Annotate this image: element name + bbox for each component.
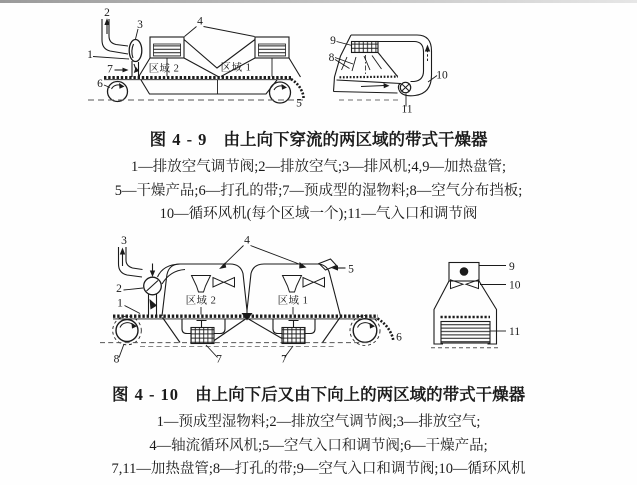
fig49-left-roller [108,82,128,102]
fig410-heating-coil-right [282,328,305,344]
figure1-number: 图 4 - 9 [149,130,208,149]
fig410-callout-11: 11 [509,326,521,338]
fig410-zone2-label: 区域 2 [185,295,217,307]
figure2-title-text: 由上向下后又由下向上的两区域的带式干燥器 [195,385,526,404]
fig49-callout-6: 6 [97,78,103,90]
fig410-callout-9: 9 [509,261,515,273]
fig49-plenum [141,80,277,94]
flow-arrow-icon [384,83,390,88]
feed-arrow-icon [123,68,129,73]
fig410-left-roller [113,316,142,345]
fig49-callout-10: 10 [436,69,448,82]
fig49-heating-coil-9 [352,42,379,53]
fig49-callout-11: 11 [401,103,413,116]
fig410-callout-1: 1 [117,297,123,310]
fig410-callout-3: 3 [121,235,127,247]
fig410-underbelt-ducts [163,318,341,343]
fig49-callout-1: 1 [87,49,93,61]
figure1-title-text: 由上向下穿流的两区域的带式干燥器 [223,130,488,149]
fig49-callout-4: 4 [197,15,203,28]
fig410-heating-coil-left [191,328,214,344]
fig49-left-wall [334,35,352,92]
fig49-callout-2: 2 [104,7,110,19]
fig410-right-roller [350,316,380,346]
rotation-arrow-icon [282,84,288,90]
figure1-legend-line-2: 5—干燥产品;6—打孔的带;7—预成型的湿物料;8—空气分布挡板; [114,182,523,199]
fig410-callout-8: 8 [113,353,120,366]
leader-arrow-icon [299,262,306,269]
figure2-caption-title [0,384,637,405]
fig410-callout-6: 6 [396,331,402,344]
fig49-callout-3: 3 [137,19,143,31]
fig49-heating-coil-left [150,37,184,58]
fig410-zone1-label: 区域 1 [277,295,309,307]
damper-blade-icon [150,299,158,310]
fig410-callout-2: 2 [116,283,122,295]
figure2-number: 图 4 - 10 [111,385,180,404]
figure1-legend-line-3: 10—循环风机(每个区域一个);11—气入口和调节阀 [159,206,478,222]
fig410-product-discharge [378,319,394,341]
fig49-callout-8: 8 [328,52,335,64]
fig49-callout-7: 7 [107,63,113,76]
fig410-callout-7-left: 7 [216,353,222,366]
figure1-legend-line-1: 1—排放空气调节阀;2—排放空气;3—排风机;4,9—加热盘管; [131,159,506,175]
down-arrow-icon [150,271,155,278]
fig410-callout-10: 10 [509,279,521,292]
fig410-callout-4: 4 [244,234,250,247]
fig49-heating-coil-right [255,37,289,58]
fig410-heating-coil-11 [441,322,490,344]
fig49-exhaust-pipe [102,18,128,54]
fig49-exhaust-fan [129,40,142,78]
fig49-section-leaders [335,42,437,107]
figure1-caption [0,129,637,227]
fig410-chamber-hoods [162,259,341,321]
fig410-axial-fan-left [213,278,235,288]
inlet-valve-dot [460,267,469,276]
fig410-callout-5: 5 [348,263,354,276]
fig49-inlet-valve [400,82,410,92]
fig49-zone2-label: 区域 2 [148,63,180,75]
fig49-callout-5: 5 [296,97,302,110]
fig49-air-baffles [342,55,382,75]
figure1-caption-title [0,129,637,150]
fig49-side-view [87,7,303,110]
fig410-side-view [100,235,402,366]
fig49-product-discharge [291,79,304,98]
up-arrow-icon [120,248,125,255]
fig410-callout-7-right: 7 [281,353,287,366]
fig49-section-view [329,35,448,116]
fig410-section-view [431,261,521,348]
figure2-caption [0,384,637,482]
up-flow-arrow-icon [425,45,430,52]
fig49-callout-9: 9 [330,35,336,47]
center-collector [242,313,253,321]
fig410-axial-fan-right [303,278,325,288]
fig49-section-belt [340,77,399,78]
figure2-legend-line-3: 7,11—加热盘管;8—打孔的带;9—空气入口和调节阀;10—循环风机 [111,461,526,477]
fig410-exhaust-pipe [119,247,143,277]
figure2-legend-line-2: 4—轴流循环风机;5—空气入口和调节阀;6—干燥产品; [149,437,488,454]
fig410-exhaust-valve [144,277,162,315]
fig410-zone-funnels [192,276,302,293]
fig49-zone1-label: 区域 1 [220,62,252,74]
figure2-legend-line-1: 1—预成型湿物料;2—排放空气调节阀;3—排放空气; [156,414,481,430]
